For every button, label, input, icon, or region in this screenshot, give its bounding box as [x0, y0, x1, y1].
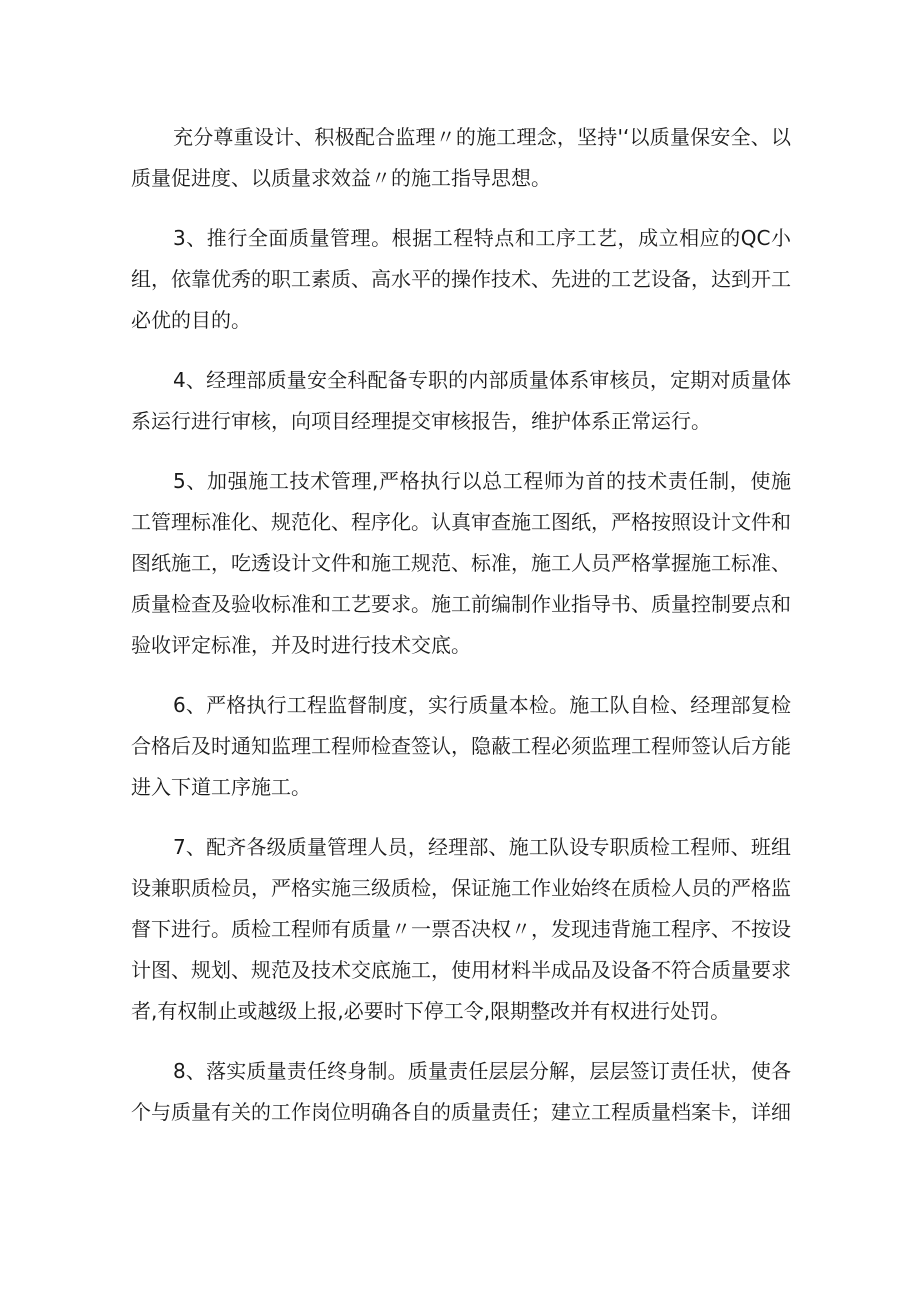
document-body: [131, 117, 791, 1152]
text-line: 个与质量有关的工作岗位明确各自的质量责任；建立工程质量档案卡，详细: [131, 1100, 791, 1124]
paragraph-3: [131, 218, 791, 341]
text-line: 3、推行全面质量管理。根据工程特点和工序工艺，成立相应的QC小: [173, 226, 791, 250]
text-line: 进入下道工序施工。: [131, 775, 311, 799]
text-line: 组，依靠优秀的职工素质、高水平的操作技术、先进的工艺设备，达到开工: [131, 267, 791, 291]
paragraph-8: [131, 1051, 791, 1133]
text-line: 5、加强施工技术管理,严格执行以总工程师为首的技术责任制，使施工: [131, 469, 791, 534]
text-line: 必优的目的。: [131, 308, 251, 332]
text-line: 7、配齐各级质量管理人员，经理部、施工队设专职质检工程师、班组: [173, 835, 791, 859]
text-line: 纸施工，吃透设计文件和施工规范、标准，施工人员严格掌握施工标准、质: [131, 551, 791, 616]
text-line: 者,有权制止或越级上报,必要时下停工令,限期整改并有权进行处罚。: [131, 999, 731, 1023]
text-line: 以质量促进度、以质量求效益〃的施工指导思想。: [131, 125, 791, 190]
paragraph-4: [131, 360, 791, 442]
text-line: 8、落实质量责任终身制。质量责任层层分解，层层签订责任状，使各: [173, 1059, 791, 1083]
text-line: 收评定标准，并及时进行技术交底。: [151, 633, 471, 657]
text-line: 6、严格执行工程监督制度，实行质量本检。施工队自检、经理部复检: [173, 693, 791, 717]
text-line: 4、经理部质量安全科配备专职的内部质量体系审核员，定期对质量体: [173, 368, 791, 392]
paragraph-6: [131, 685, 791, 808]
paragraph-5: [131, 461, 791, 666]
text-line: 合格后及时通知监理工程师检查签认，隐蔽工程必须监理工程师签认后方能: [131, 734, 791, 758]
text-line: 设兼职质检员，严格实施三级质检，保证施工作业始终在质检人员的严格监: [131, 876, 791, 900]
text-line: 督下进行。质检工程师有质量〃一票否决权〃，发现违背施工程序、不按设: [131, 917, 791, 941]
text-line: 量检查及验收标准和工艺要求。施工前编制作业指导书、质量控制要点和验: [131, 592, 791, 657]
paragraph-7: [131, 827, 791, 1032]
text-line: 系运行进行审核，向项目经理提交审核报告，维护体系正常运行。: [131, 409, 711, 433]
text-line: 充分尊重设计、积极配合监理〃的施工理念，坚持'‘以质量保安全、: [173, 125, 771, 149]
paragraph-continuation: [131, 117, 791, 199]
text-line: 管理标准化、规范化、程序化。认真审查施工图纸，严格按照设计文件和图: [131, 510, 791, 575]
text-line: 计图、规划、规范及技术交底施工，使用材料半成品及设备不符合质量要求: [131, 958, 791, 982]
